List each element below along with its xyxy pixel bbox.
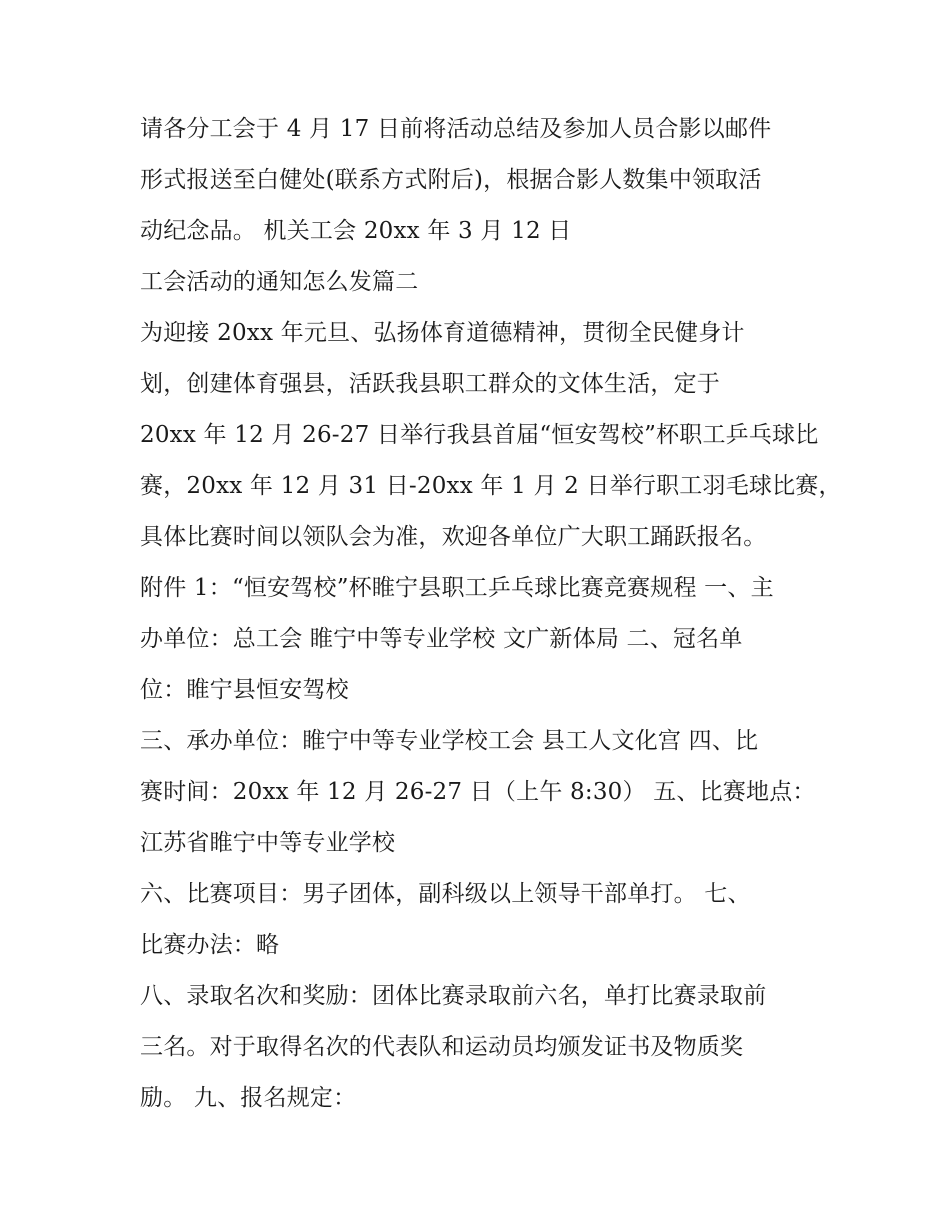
- text-line: 附件 1：“恒安驾校”杯睢宁县职工乒乓球比赛竞赛规程 一、主: [140, 575, 774, 601]
- text-line: 六、比赛项目：男子团体，副科级以上领导干部单打。 七、: [140, 881, 751, 907]
- text-line: 为迎接 20xx 年元旦、弘扬体育道德精神，贯彻全民健身计: [140, 320, 745, 346]
- section-heading: 工会活动的通知怎么发篇二: [140, 269, 419, 295]
- document-body: [140, 104, 842, 1124]
- text-line: 励。 九、报名规定：: [140, 1085, 357, 1111]
- text-line: 20xx 年 12 月 26-27 日举行我县首届“恒安驾校”杯职工乒乓球比: [140, 422, 819, 448]
- text-line: 形式报送至白健处(联系方式附后)，根据合影人数集中领取活: [140, 167, 762, 193]
- text-line: 位：睢宁县恒安驾校: [140, 677, 349, 703]
- text-line: 动纪念品。 机关工会 20xx 年 3 月 12 日: [140, 218, 572, 244]
- text-line: 比赛办法：略: [140, 932, 280, 958]
- text-line: 三、承办单位：睢宁中等专业学校工会 县工人文化宫 四、比: [140, 728, 759, 754]
- text-line: 八、录取名次和奖励：团体比赛录取前六名，单打比赛录取前: [140, 983, 767, 1009]
- text-line: 请各分工会于 4 月 17 日前将活动总结及参加人员合影以邮件: [140, 116, 772, 142]
- text-line: 江苏省睢宁中等专业学校: [140, 830, 396, 856]
- text-line: 具体比赛时间以领队会为准，欢迎各单位广大职工踊跃报名。: [140, 524, 767, 550]
- text-line: 划，创建体育强县，活跃我县职工群众的文体生活，定于: [140, 371, 720, 397]
- text-line: 赛时间：20xx 年 12 月 26-27 日（上午 8:30） 五、比赛地点：: [140, 779, 816, 805]
- text-line: 赛，20xx 年 12 月 31 日-20xx 年 1 月 2 日举行职工羽毛球比赛，: [140, 473, 842, 499]
- text-line: 三名。对于取得名次的代表队和运动员均颁发证书及物质奖: [140, 1034, 744, 1060]
- text-line: 办单位：总工会 睢宁中等专业学校 文广新体局 二、冠名单: [140, 626, 743, 652]
